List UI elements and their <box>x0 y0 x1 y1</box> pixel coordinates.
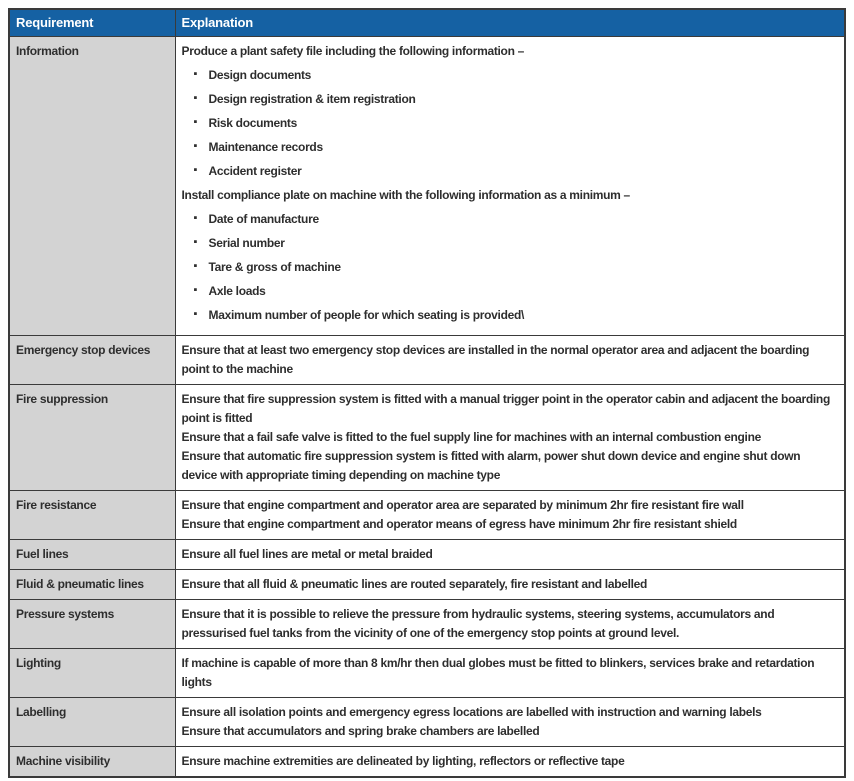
table-row <box>9 600 845 649</box>
requirement-cell: Fluid & pneumatic lines <box>9 570 175 600</box>
table-row <box>9 540 845 570</box>
table-row <box>9 698 845 747</box>
header-cell-explanation: Explanation <box>175 9 845 37</box>
table-row <box>9 336 845 385</box>
explanation-paragraph: Produce a plant safety file including the following information – <box>181 44 525 58</box>
explanation-paragraph: Ensure that automatic fire suppression system is fitted with alarm, power shut down device and engine shut down device with appropriate timing depending on machine type <box>181 449 801 482</box>
table-row <box>9 570 845 600</box>
explanation-cell <box>175 540 845 570</box>
table-row <box>9 491 845 540</box>
table-row <box>9 385 845 491</box>
explanation-cell <box>175 570 845 600</box>
explanation-paragraph: Ensure that it is possible to relieve the pressure from hydraulic systems, steering systems, accumulators and pressurised fuel tanks from the vicinity of one of the emergency stop points at ground level. <box>181 607 775 640</box>
header-cell-requirement: Requirement <box>9 9 175 37</box>
bullet-item: ▪ Date of manufacture <box>194 210 839 229</box>
explanation-cell <box>175 649 845 698</box>
explanation-paragraph: Ensure that at least two emergency stop devices are installed in the normal operator area and adjacent the boarding point to the machine <box>181 343 810 376</box>
explanation-paragraph: Ensure that a fail safe valve is fitted to the fuel supply line for machines with an internal combustion engine <box>181 430 761 444</box>
requirement-cell: Information <box>9 37 175 336</box>
explanation-paragraph: Ensure all fuel lines are metal or metal braided <box>181 547 433 561</box>
bullet-item: ▪ Serial number <box>194 234 839 253</box>
bullet-item: ▪ Design registration & item registration <box>194 90 839 109</box>
bullet-item: ▪ Axle loads <box>194 282 839 301</box>
explanation-paragraph: Ensure that accumulators and spring brake chambers are labelled <box>181 724 540 738</box>
bullet-item: ▪ Maintenance records <box>194 138 839 157</box>
explanation-cell <box>175 336 845 385</box>
explanation-paragraph: Install compliance plate on machine with the following information as a minimum – <box>181 188 630 202</box>
requirement-cell: Emergency stop devices <box>9 336 175 385</box>
explanation-cell <box>175 600 845 649</box>
explanation-paragraph: Ensure that all fluid & pneumatic lines are routed separately, fire resistant and labelled <box>181 577 648 591</box>
table-body <box>9 37 845 778</box>
requirement-cell: Lighting <box>9 649 175 698</box>
explanation-paragraph: If machine is capable of more than 8 km/hr then dual globes must be fitted to blinkers, services brake and retardation lights <box>181 656 815 689</box>
bullet-item: ▪ Accident register <box>194 162 839 181</box>
explanation-paragraph: Ensure that fire suppression system is fitted with a manual trigger point in the operator cabin and adjacent the boarding point is fitted <box>181 392 830 425</box>
explanation-paragraph: Ensure that engine compartment and operator area are separated by minimum 2hr fire resistant fire wall <box>181 498 744 512</box>
explanation-paragraph: Ensure that engine compartment and operator means of egress have minimum 2hr fire resistant shield <box>181 517 737 531</box>
bullet-item: ▪ Design documents <box>194 66 839 85</box>
requirement-cell: Fire resistance <box>9 491 175 540</box>
bullet-item: ▪ Maximum number of people for which seating is provided\ <box>194 306 839 325</box>
explanation-paragraph: Ensure machine extremities are delineated by lighting, reflectors or reflective tape <box>181 754 625 768</box>
explanation-cell <box>175 698 845 747</box>
explanation-cell <box>175 37 845 336</box>
requirement-cell: Fuel lines <box>9 540 175 570</box>
bullet-list <box>182 66 839 181</box>
bullet-item: ▪ Tare & gross of machine <box>194 258 839 277</box>
requirement-cell: Pressure systems <box>9 600 175 649</box>
bullet-list <box>182 210 839 325</box>
bullet-item: ▪ Risk documents <box>194 114 839 133</box>
requirements-table <box>8 8 846 778</box>
explanation-cell <box>175 491 845 540</box>
explanation-cell <box>175 385 845 491</box>
table-row <box>9 747 845 778</box>
requirement-cell: Fire suppression <box>9 385 175 491</box>
table-row <box>9 649 845 698</box>
table-row <box>9 37 845 336</box>
table-header-row <box>9 9 845 37</box>
explanation-cell <box>175 747 845 778</box>
requirement-cell: Machine visibility <box>9 747 175 778</box>
requirement-cell: Labelling <box>9 698 175 747</box>
explanation-paragraph: Ensure all isolation points and emergency egress locations are labelled with instruction and warning labels <box>181 705 762 719</box>
